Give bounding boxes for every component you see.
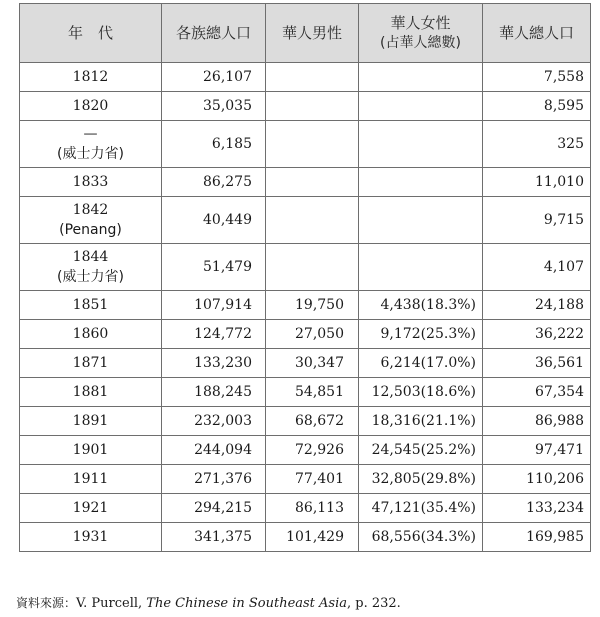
cell-total: 35,035 [162,92,266,121]
cell-male: 27,050 [266,320,359,349]
cell-total: 40,449 [162,197,266,244]
cell-chinese-total: 133,234 [483,494,591,523]
cell-male: 77,401 [266,465,359,494]
table-row [20,407,591,436]
cell-year [20,291,162,320]
year-value: 1891 [72,413,109,429]
source-author: V. Purcell, [76,596,147,611]
year-value: 1844 [72,249,109,265]
cell-total: 124,772 [162,320,266,349]
cell-female [359,168,483,197]
source-citation [16,594,401,611]
year-value: 1911 [72,471,109,487]
cell-male: 86,113 [266,494,359,523]
table-row [20,244,591,291]
cell-total: 294,215 [162,494,266,523]
cell-chinese-total: 110,206 [483,465,591,494]
cell-chinese-total: 8,595 [483,92,591,121]
cell-year [20,63,162,92]
cell-year [20,121,162,168]
cell-male: 72,926 [266,436,359,465]
cell-total: 107,914 [162,291,266,320]
cell-year [20,92,162,121]
table-row [20,349,591,378]
table-row [20,320,591,349]
table-row [20,523,591,552]
header-chinese-female [359,4,483,63]
source-label: 資料來源： [16,596,77,610]
cell-chinese-total: 9,715 [483,197,591,244]
table-header-row [20,4,591,63]
header-chinese-female-label: 華人女性 [390,14,451,32]
table-row [20,494,591,523]
cell-female: 12,503(18.6%) [359,378,483,407]
cell-chinese-total: 67,354 [483,378,591,407]
cell-female [359,121,483,168]
cell-female: 4,438(18.3%) [359,291,483,320]
population-table [19,3,591,552]
cell-chinese-total: 36,222 [483,320,591,349]
cell-female [359,244,483,291]
cell-total: 133,230 [162,349,266,378]
header-year: 年 代 [20,4,162,63]
table-row [20,92,591,121]
year-value: 1812 [72,69,109,85]
cell-chinese-total: 4,107 [483,244,591,291]
cell-male [266,168,359,197]
cell-female: 18,316(21.1%) [359,407,483,436]
table-row [20,63,591,92]
cell-female: 47,121(35.4%) [359,494,483,523]
year-note: (威士力省) [57,269,124,285]
cell-male: 68,672 [266,407,359,436]
cell-year [20,168,162,197]
year-value: 1881 [72,384,109,400]
table-row [20,436,591,465]
cell-male: 19,750 [266,291,359,320]
cell-male: 101,429 [266,523,359,552]
cell-chinese-total: 11,010 [483,168,591,197]
source-pages: , p. 232. [347,596,401,611]
cell-year [20,436,162,465]
header-chinese-total: 華人總人口 [483,4,591,63]
cell-male [266,244,359,291]
table-row [20,197,591,244]
cell-male [266,92,359,121]
cell-total: 271,376 [162,465,266,494]
cell-chinese-total: 86,988 [483,407,591,436]
table-row [20,378,591,407]
cell-total: 341,375 [162,523,266,552]
cell-year [20,320,162,349]
cell-total: 86,275 [162,168,266,197]
year-value: 1931 [72,529,109,545]
year-value: 1851 [72,297,109,313]
cell-female [359,63,483,92]
cell-female: 24,545(25.2%) [359,436,483,465]
year-note: (威士力省) [57,146,124,162]
year-value: 1901 [72,442,109,458]
year-value: 1833 [72,174,109,190]
cell-year [20,378,162,407]
cell-male: 54,851 [266,378,359,407]
cell-year [20,407,162,436]
year-value: 1871 [72,355,109,371]
table-body [20,63,591,552]
header-chinese-female-subtitle: (占華人總數) [380,35,461,51]
cell-male [266,63,359,92]
cell-female: 68,556(34.3%) [359,523,483,552]
header-chinese-male: 華人男性 [266,4,359,63]
table-row [20,121,591,168]
table-row [20,168,591,197]
cell-year [20,523,162,552]
cell-total: 188,245 [162,378,266,407]
cell-year [20,349,162,378]
cell-chinese-total: 97,471 [483,436,591,465]
year-value: 1921 [72,500,109,516]
table-row [20,291,591,320]
cell-male [266,121,359,168]
cell-female: 9,172(25.3%) [359,320,483,349]
cell-total: 244,094 [162,436,266,465]
cell-chinese-total: 325 [483,121,591,168]
cell-year [20,465,162,494]
cell-female [359,92,483,121]
year-value: 1820 [72,98,109,114]
table-row [20,465,591,494]
year-value: — [83,126,98,142]
cell-year [20,494,162,523]
cell-chinese-total: 169,985 [483,523,591,552]
cell-total: 26,107 [162,63,266,92]
cell-total: 232,003 [162,407,266,436]
year-note: (Penang) [59,222,122,238]
header-total-population: 各族總人口 [162,4,266,63]
cell-female: 32,805(29.8%) [359,465,483,494]
cell-chinese-total: 7,558 [483,63,591,92]
cell-male [266,197,359,244]
cell-total: 6,185 [162,121,266,168]
cell-year [20,197,162,244]
cell-year [20,244,162,291]
cell-female [359,197,483,244]
cell-chinese-total: 24,188 [483,291,591,320]
cell-chinese-total: 36,561 [483,349,591,378]
cell-male: 30,347 [266,349,359,378]
cell-female: 6,214(17.0%) [359,349,483,378]
cell-total: 51,479 [162,244,266,291]
year-value: 1860 [72,326,109,342]
year-value: 1842 [72,202,109,218]
source-book-title: The Chinese in Southeast Asia [146,596,348,611]
